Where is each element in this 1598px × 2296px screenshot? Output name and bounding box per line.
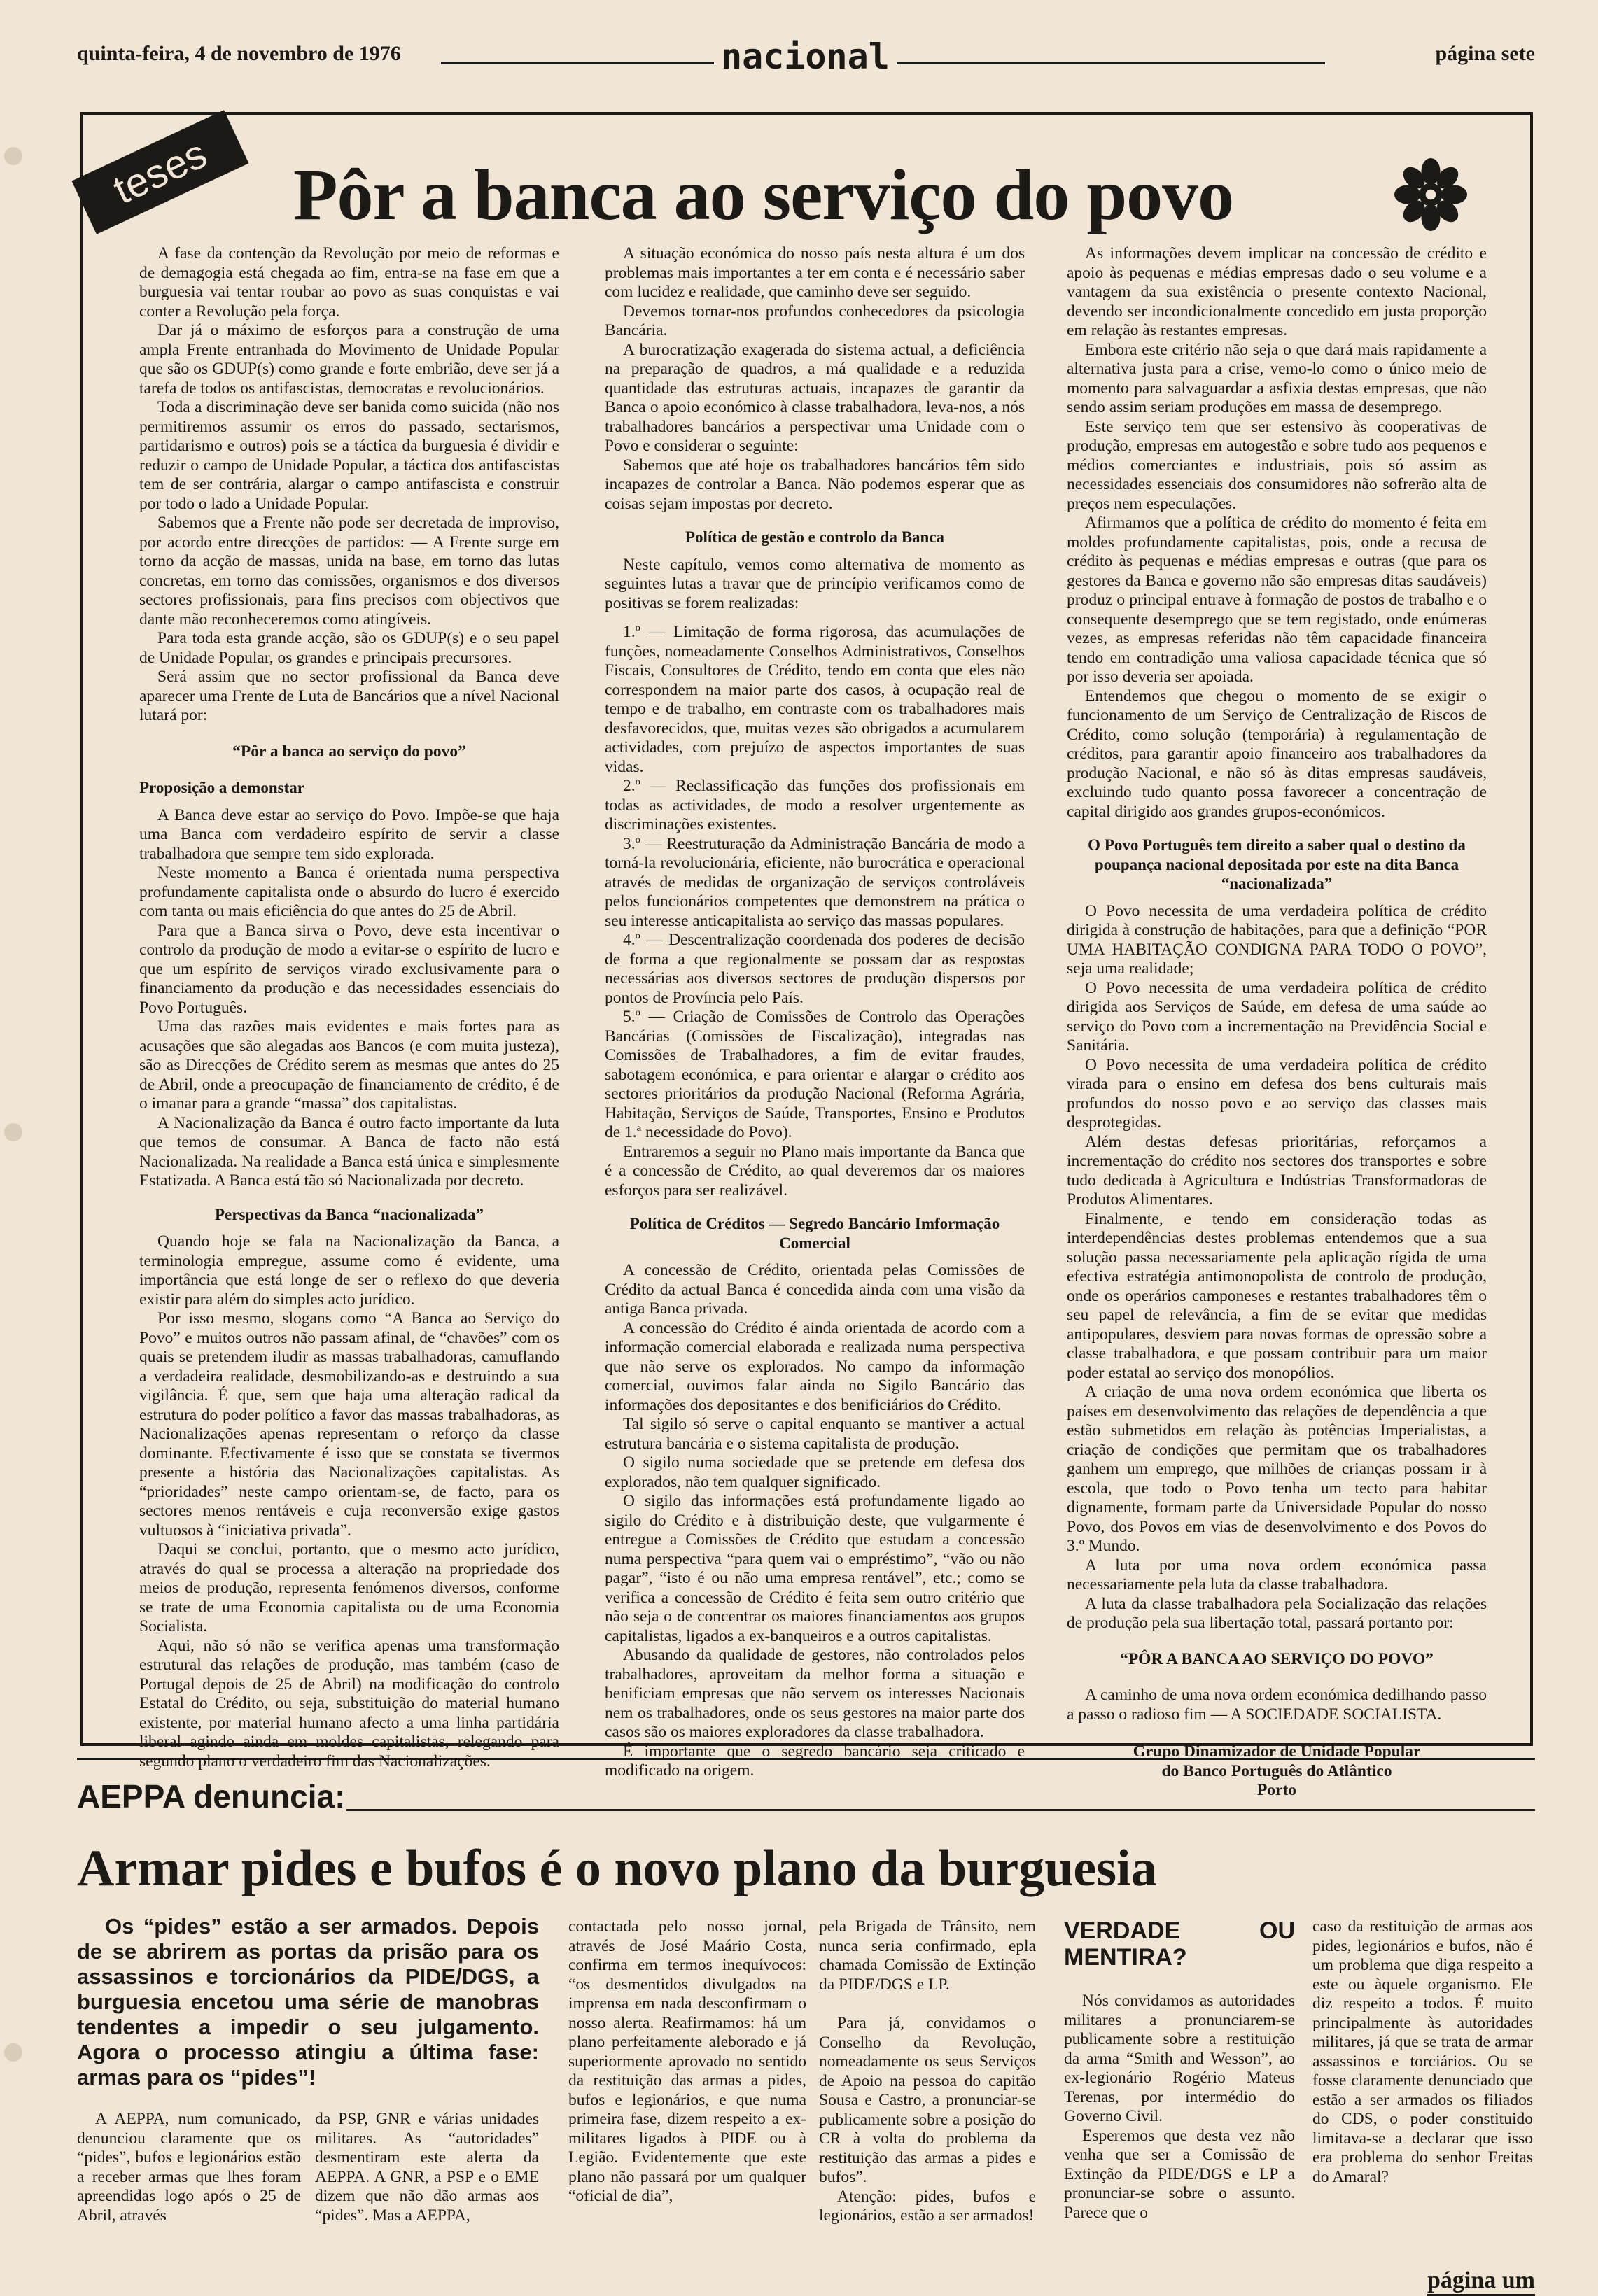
signature-line: Porto	[1256, 1781, 1297, 1799]
paragraph: Toda a discriminação deve ser banida como suicida (não nos permitiremos assumir os erros do passado, sectarismos, partidarismo e outros) pois se a táctica da burguesia é dividir e reduzir o campo de Unidade Popular, a táctica dos antifascistas tem de ser contrária, alargar o campo antifascista e construir por todo o lado a Unidade Popular.	[139, 398, 559, 513]
article2-column-2	[315, 2110, 539, 2225]
paragraph: da PSP, GNR e várias unidades militares. As “autoridades” desmentiram este alerta da AEPPA. A GNR, a PSP e o EME dizem que não dão armas aos “pides”. Mas a AEPPA,	[315, 2110, 539, 2225]
article-column-3	[1067, 244, 1487, 1801]
paragraph: Embora este critério não seja o que dará mais rapidamente a alternativa justa para a crise, vemo-lo como o único meio de momento para salvaguardar a asfixia destas empresas, que não sendo assim seriam produções em massa de desemprego.	[1067, 340, 1487, 416]
paragraph: Além destas defesas prioritárias, reforçamos a incrementação do crédito nos sectores dos transportes e sobre tudo dedicada à Agricultura e Indústrias Transformadoras de Produtos Alimentares.	[1067, 1132, 1487, 1209]
paragraph: A caminho de uma nova ordem económica dedilhando passo a passo o radioso fim — A SOCIEDADE SOCIALISTA.	[1067, 1686, 1487, 1724]
paragraph: Afirmamos que a política de crédito do momento é feita em moldes profundamente capitalistas, pois, onde a recusa de crédito às pequenas e médias empresas e outras (que para os gestores da Banca e governo não são empresas ditas saudáveis) produz o principal entrave à formação de postos de trabalho e o consequente desemprego que se tem registado, onde enúmeras vezes, as empresas referidas não têm capacidade financeira tendo em contradição uma valiosa capacidade técnica que só por isso deveria ser apoiada.	[1067, 514, 1487, 686]
punch-hole	[4, 147, 22, 165]
paragraph: As informações devem implicar na concessão de crédito e apoio às pequenas e médias empresas dado o seu volume e a vantagem da sua existência o presente contexto Nacional, devendo ser incondicionalmente concedido em justa proporção em relação às restantes empresas.	[1067, 244, 1487, 339]
article2-column-4	[819, 1917, 1036, 2226]
paragraph: A situação económica do nosso país nesta altura é um dos problemas mais importantes a ter em conta e é necessário saber com lucidez e realidade, que caminho deve ser seguido.	[605, 244, 1025, 301]
subheading: Política de Créditos — Segredo Bancário Imformação Comercial	[629, 1215, 1000, 1252]
subheading: Proposição a demonstar	[139, 779, 304, 796]
paragraph: A concessão do Crédito é ainda orientada de acordo com a informação comercial elaborada e realizada numa perspectiva que não serve os explorados. No campo da informação comercial, ouvimos falar ainda no Sigilo Bancário das informações dos depositantes e dos benificiários do Crédito.	[605, 1318, 1025, 1414]
article-column-1	[139, 244, 559, 1771]
paragraph: A criação de uma nova ordem económica que liberta os países em desenvolvimento das relações de dependência a que estão submetidos em relação às potências Imperialistas, a criação de condições que permitam que os trabalhadores ganhem um emprego, que milhões de crianças possam ir à escola, que todo o Povo tenha um tecto para habitar dignamente, formam parte da Universidade Popular do nosso Povo, dos Povos em vias de desenvolvimento e dos Povos do 3.º Mundo.	[1067, 1383, 1487, 1555]
paragraph: caso da restituição de armas aos pides, legionários e bufos, não é um problema que diga respeito a este ou àquele organismo. Ele diz respeito a todos. É muito principalmente às autoridades militares, já que se trata de armar assassinos e torciários. Ou se fosse claramente denunciado que estão a ser armados os filiados do CDS, o poder constituido limitava-se a declarar que isso era problema do senhor Freitas do Amaral?	[1312, 1917, 1533, 2186]
subheading: Política de gestão e controlo da Banca	[685, 528, 945, 546]
article-column-2	[605, 244, 1025, 1781]
subheading: O Povo Português tem direito a saber qual o destino da poupança nacional depositada por este na dita Banca “nacionalizada”	[1088, 836, 1466, 892]
paragraph: 4.º — Descentralização coordenada dos poderes de decisão de forma a que regionalmente se possam dar as respostas necessárias aos diversos sectores de produção dispersos por pontos de Província pelo País.	[605, 931, 1025, 1007]
paragraph: Para que a Banca sirva o Povo, deve esta incentivar o controlo da produção de modo a evitar-se o espírito de lucro e que um espírito de serviços virado exclusivamente para o financiamento da produção e das necessidades essenciais do Povo Português.	[139, 921, 559, 1017]
paragraph: Por isso mesmo, slogans como “A Banca ao Serviço do Povo” e muitos outros não passam afinal, de “chavões” com os quais se pretendem iludir as massas trabalhadoras, camuflando a verdadeira realidade, desmobilizando-as e destruindo a sua vigilância. É que, sem que haja uma alteração radical da estrutura do poder político a favor das massas trabalhadoras, as Nacionalizações apenas representam o reforço da classe dominante. Efectivamente é isso que se constata se tivermos presente a história das Nacionalizações capitalistas. As “prioridades” neste campo orientam-se, de facto, para os sectores menos rentáveis e cuja reconversão exige gastos vultuosos à “iniciativa privada”.	[139, 1309, 559, 1540]
signature-line: Grupo Dinamizador de Unidade Popular	[1133, 1742, 1421, 1761]
paragraph: 2.º — Reclassificação das funções dos profissionais em todas as actividades, de modo a resolver urgentemente as discriminações existentes.	[605, 777, 1025, 833]
continued-on-page: página um	[1427, 2267, 1535, 2296]
paragraph: 5.º — Criação de Comissões de Controlo das Operações Bancárias (Comissões de Fiscalização), integradas nas Comissões de Trabalhadores, a fim de evitar fraudes, sabotagem económica, e para orientar e alargar o crédito aos sectores prioritários da produção Nacional (Reforma Agrária, Habitação, Serviços de Saúde, Transportes, Ensino e Produtos de 1.ª necessidade do Povo).	[605, 1008, 1025, 1141]
kicker-rule	[346, 1809, 1535, 1811]
article-title: Pôr a banca ao serviço do povo	[293, 155, 1234, 235]
paragraph: O Povo necessita de uma verdadeira política de crédito dirigida à construção de habitações, para que a definição “POR UMA HABITAÇÃO CONDIGNA PARA TODO O POVO”, seja uma realidade;	[1067, 901, 1487, 978]
paragraph: Finalmente, e tendo em consideração todas as interdependências destes problemas entendemos que a sua solução passa necessariamente pela aplicação rígida de uma efectiva estratégia antimonopolista de controlo de produção, onde os operários camponeses e restantes trabalhadores têm o seu papel de relevância, a fim de se evitar que medidas antipopulares, desviem para novas formas de opressão sobre a classe trabalhadora, e que possam contribuir para um maior poder estatal ao serviço dos monopólios.	[1067, 1209, 1487, 1382]
paragraph: A Banca deve estar ao serviço do Povo. Impõe-se que haja uma Banca com verdadeiro espírito de servir a classe trabalhadora que sempre tem sido explorada.	[139, 805, 559, 863]
box-heading: VERDADE OU MENTIRA?	[1064, 1917, 1295, 1971]
paragraph: Entraremos a seguir no Plano mais importante da Banca que é a concessão de Crédito, ao qual deveremos dar os maiores esforços para ser realizável.	[605, 1142, 1025, 1199]
page-header	[77, 36, 1535, 78]
paragraph: A luta da classe trabalhadora pela Socialização das relações de produção pela sua libertação total, passará portanto por:	[1067, 1594, 1487, 1632]
punch-hole	[4, 1123, 22, 1141]
star-flower-icon	[1394, 158, 1467, 231]
paragraph: O Povo necessita de uma verdadeira política de crédito virada para o ensino em defesa dos bens culturais mais profundos do nosso povo e ao serviço das classes mais desprotegidas.	[1067, 1055, 1487, 1132]
paragraph: Devemos tornar-nos profundos conhecedores da psicologia Bancária.	[605, 302, 1025, 339]
paragraph: A concessão de Crédito, orientada pelas Comissões de Crédito da actual Banca é concedida ainda com uma visão da antiga Banca privada.	[605, 1261, 1025, 1318]
paragraph: Aqui, não só não se verifica apenas uma transformação estrutural das relações de produção, mas também (caso de Portugal depois de 25 de Abril) na modificação do controlo Estatal do Crédito, ou seja, substituição do material humano existente, por material humano afecto a uma linha partidária liberal agindo ainda em moldes capitalistas, relegando para segundo plano o verdadeiro fim das Nacionalizações.	[139, 1636, 559, 1770]
paragraph: É importante que o segredo bancário seja criticado e modificado na origem.	[605, 1742, 1025, 1780]
paragraph: Nós convidamos as autoridades militares a pronunciarem-se publicamente sobre a restituição da arma “Smith and Wesson”, ao ex-legionário Rogério Mateus Terenas, por intermédio do Governo Civil.	[1064, 1992, 1295, 2125]
slogan-quote: “Pôr a banca ao serviço do povo”	[232, 742, 466, 761]
paragraph: A AEPPA, num comunicado, denunciou claramente que os “pides”, bufos e legionários estão a receber armas que lhes foram apreendidas logo após o 25 de Abril, através	[77, 2110, 301, 2225]
paragraph: Este serviço tem que ser estensivo às cooperativas de produção, empresas em autogestão e sobre tudo aos pequenos e médios comerciantes e industriais, pois só assim as necessidades essenciais dos consumidores não sofrerão alta de preços nem especulações.	[1067, 417, 1487, 513]
paragraph: A fase da contenção da Revolução por meio de reformas e de demagogia está chegada ao fim, entra-se na fase em que a burguesia vai tentar roubar ao povo as suas conquistas e vai conter a Revolução pela força.	[139, 244, 559, 321]
paragraph: A burocratização exagerada do sistema actual, a deficiência na preparação de quadros, a má qualidade e a reduzida quantidade das estruturas actuais, incapazes de garantir da Banca o apoio económico à classe trabalhadora, leva-nos, a nós trabalhadores bancários a perspectivar uma Unidade com o Povo e considerar o seguinte:	[605, 340, 1025, 455]
article2-kicker: AEPPA denuncia:	[77, 1778, 346, 1815]
paragraph: pela Brigada de Trânsito, nem nunca seria confirmado, epla chamada Comissão de Extinção da PIDE/DGS e LP.	[819, 1917, 1036, 1994]
paragraph: Esperemos que desta vez não venha que ser a Comissão de Extinção da PIDE/DGS e LP a pronunciar-se sobre o assunto. Parece que o	[1064, 2126, 1295, 2222]
paragraph: Para toda esta grande acção, são os GDUP(s) e o seu papel de Unidade Popular, os grandes e principais precursores.	[139, 629, 559, 667]
paragraph: Será assim que no sector profissional da Banca deve aparecer uma Frente de Luta de Bancários que a nível Nacional lutará por:	[139, 668, 559, 724]
paragraph: Sabemos que até hoje os trabalhadores bancários têm sido incapazes de controlar a Banca. Não podemos esperar que as coisas sejam impostas por decreto.	[605, 456, 1025, 513]
article2-headline: Armar pides e bufos é o novo plano da burguesia	[77, 1840, 1157, 1897]
header-page-number: página sete	[1435, 42, 1535, 65]
article2-column-3	[568, 1917, 806, 2206]
section-divider	[77, 1758, 1535, 1760]
paragraph: A luta por uma nova ordem económica passa necessariamente pela luta da classe trabalhadora.	[1067, 1556, 1487, 1593]
paragraph: 3.º — Reestruturação da Administração Bancária de modo a torná-la revolucionária, eficiente, não burocrática e operacional através de medidas de organização de serviços controláveis pelos funcionários competentes que demonstrem na prática o seu interesse anticapitalista ao serviço das massas populares.	[605, 834, 1025, 930]
slogan-quote: “PÔR A BANCA AO SERVIÇO DO POVO”	[1120, 1649, 1434, 1668]
paragraph: Quando hoje se fala na Nacionalização da Banca, a terminologia empregue, assume como é evidente, uma importância que está longe de ser o reflexo do que deveria existir para além do simples acto jurídico.	[139, 1232, 559, 1309]
paragraph: Tal sigilo só serve o capital enquanto se mantiver a actual estrutura bancária e o sistema capitalista de produção.	[605, 1415, 1025, 1453]
paragraph: A Nacionalização da Banca é outro facto importante da luta que temos de consumar. A Banca de facto não está Nacionalizada. Na realidade a Banca está única e simplesmente Estatizada. A Banca está tão só Nacionalizada por decreto.	[139, 1113, 559, 1190]
paragraph: Neste momento a Banca é orientada numa perspectiva profundamente capitalista onde o absurdo do lucro é exercido com tanta ou mais eficiência do que antes do 25 de Abril.	[139, 864, 559, 920]
paragraph: Sabemos que a Frente não pode ser decretada de improviso, por acordo entre direcções de partidos: — A Frente surge em torno da acção de massas, unida na base, em torno das lutas concretas, em torno das comissões, organismos e dos diversos sectores profissionais, para fins precisos com objectivos que dante mão reconheceremos como atingíveis.	[139, 514, 559, 628]
header-date: quinta-feira, 4 de novembro de 1976	[77, 42, 401, 65]
paragraph: O sigilo numa sociedade que se pretende em defesa dos explorados, não tem qualquer significado.	[605, 1453, 1025, 1491]
paragraph: O sigilo das informações está profundamente ligado ao sigilo do Crédito e à distribuição deste, que vulgarmente é entregue a Comissões de Crédito que estudam a concessão numa perspectiva “para quem vai o empréstimo”, “vão ou não pagar”, “isto é ou não uma empresa rentável”, etc.; como se verifica a concessão de Crédito é feita sem outro critério que não seja o de concentrar os maiores financiamentos aos grupos capitalistas, ligados a ex-banqueiros e a outros capitalistas.	[605, 1492, 1025, 1645]
paragraph: Neste capítulo, vemos como alternativa de momento as seguintes lutas a travar que de princípio verificamos como de positivas se forem realizadas:	[605, 555, 1025, 612]
lead-paragraph: Os “pides” estão a ser armados. Depois de se abrirem as portas da prisão para os assassinos e torcionários da PIDE/DGS, a burguesia encetou uma série de manobras tendentes a impedir o seu julgamento. Agora o processo atingiu a última fase: armas para os “pides”!	[77, 1914, 539, 2090]
paragraph: O Povo necessita de uma verdadeira política de crédito dirigida aos Serviços de Saúde, em defesa de uma saúde ao serviço do Povo com a incrementação na Previdência Social e Sanitária.	[1067, 978, 1487, 1055]
article-signature	[1067, 1742, 1487, 1801]
article2-column-5	[1064, 1917, 1295, 2223]
signature-line: do Banco Português do Atlântico	[1161, 1761, 1392, 1780]
paragraph: Abusando da qualidade de gestores, não controlados pelos trabalhadores, aproveitam da melhor forma a situação e benificiam empresas que não servem os interesses Nacionais nem os trabalhadores, onde os seus gestores na maior parte dos casos são os maiores exploradores da classe trabalhadora.	[605, 1646, 1025, 1741]
punch-hole	[4, 2043, 22, 2062]
paragraph: Atenção: pides, bufos e legionários, estão a ser armados!	[819, 2187, 1036, 2225]
paragraph: Dar já o máximo de esforços para a construção de uma ampla Frente entranhada do Movimento de Unidade Popular que são os GDUP(s) como grande e forte embrião, deve ser já a tarefa de todos os antifascistas, democratas e revolucionários.	[139, 321, 559, 397]
paragraph: contactada pelo nosso jornal, através de José Maário Costa, confirma em termos inequívocos: “os desmentidos divulgados na imprensa em nada desconfirmam o nosso alerta. Reafirmamos: há um plano perfeitamente aleborado e já superiormente aprovado no sentido da restituição das armas a pides, bufos e legionários, e que numa primeira fase, dizem respeito a ex-militares ligados à PIDE ou à Legião. Evidentemente que este plano não passará por um qualquer “oficial de dia”,	[568, 1917, 806, 2205]
subheading: Perspectivas da Banca “nacionalizada”	[215, 1205, 484, 1223]
header-section: nacional	[714, 36, 897, 77]
paragraph: Daqui se conclui, portanto, que o mesmo acto jurídico, através do qual se processa a alteração na propriedade dos meios de produção, representa fenómenos diversos, conforme se trate de uma Economia capitalista ou de uma Economia Socialista.	[139, 1540, 559, 1635]
article2-column-1	[77, 2110, 301, 2225]
paragraph: 1.º — Limitação de forma rigorosa, das acumulações de funções, nomeadamente Conselhos Administrativos, Conselhos Fiscais, Consultores de Crédito, tendo em conta que eles não correspondem na maior parte dos casos, à ocupação real de tempo e de trabalho, em contraste com os trabalhadores mais desfavorecidos, que, muitas vezes são obrigados a acumularem actividades, com prejuízo de aspectos importantes de suas vidas.	[605, 623, 1025, 776]
paragraph: Entendemos que chegou o momento de se exigir o funcionamento de um Serviço de Centralização de Riscos de Crédito, como solução (temporária) à regulamentação de créditos, para garantir apoio financeiro aos trabalhadores da produção Nacional, e não só às ditas empresas saudáveis, excluindo tudo quanto possa favorecer a concentração de capital dirigido aos grandes grupos-económicos.	[1067, 686, 1487, 821]
section-tag: teses	[71, 110, 248, 234]
article2-column-6	[1312, 1917, 1533, 2187]
paragraph: Uma das razões mais evidentes e mais fortes para as acusações que são alegadas aos Bancos (e com muita justeza), são as Direcções de Crédito serem as mesmas que antes do 25 de Abril, onde a preocupação de financiamento de crédito, é de o imanar para a grande “massa” dos capitalistas.	[139, 1017, 559, 1113]
paragraph: Para já, convidamos o Conselho da Revolução, nomeadamente os seus Serviços de Apoio na pessoa do capitão Sousa e Castro, a pronunciar-se publicamente sobre a posição do CR à volta do problema da restituição das armas a pides e bufos”.	[819, 2014, 1036, 2186]
article2-lead	[77, 1914, 539, 2090]
